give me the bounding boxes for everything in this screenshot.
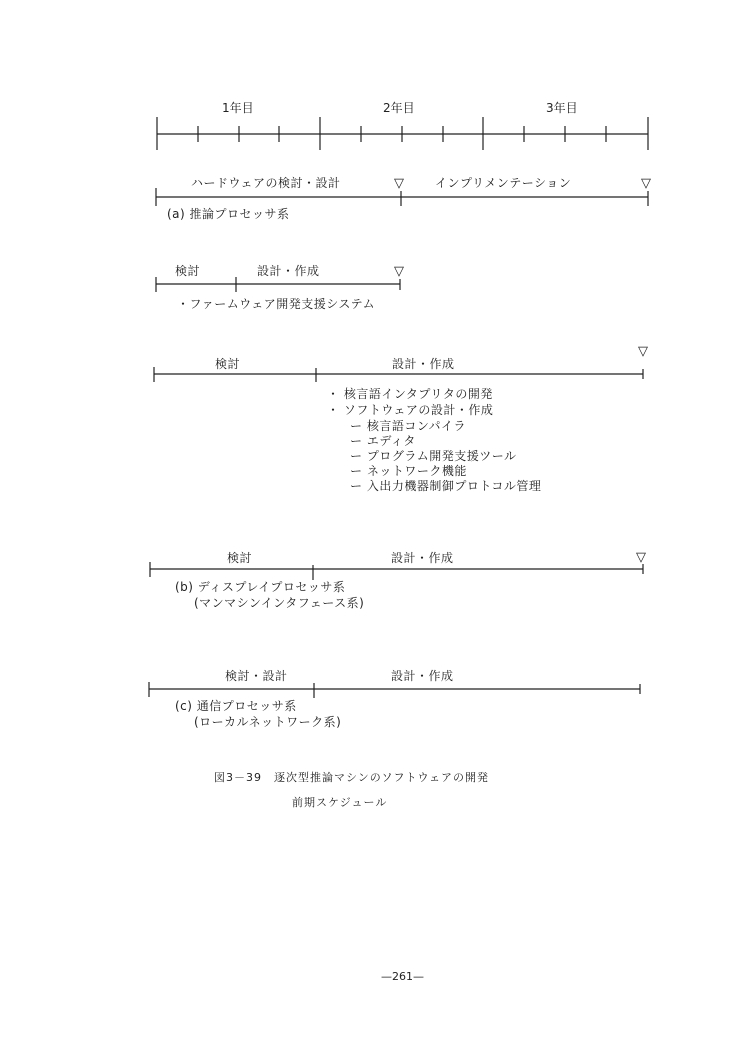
section-a-system-label: (a) 推論プロセッサ系 <box>167 207 290 221</box>
section-b-phase2: 設計・作成 <box>391 551 454 565</box>
section-b-system-sublabel: (マンマシンインタフェース系) <box>194 596 365 610</box>
section-a-phase2: インプリメンテーション <box>435 176 572 190</box>
software-phase2: 設計・作成 <box>392 357 455 371</box>
milestone-marker-icon: ▽ <box>638 344 648 359</box>
firmware-label: ・ファームウェア開発支援システム <box>177 297 376 311</box>
milestone-marker-icon: ▽ <box>641 176 651 191</box>
page-number: —261— <box>381 970 424 983</box>
software-item: ー 核言語コンパイラ <box>350 419 466 433</box>
software-item: ・ 核言語インタプリタの開発 <box>327 387 493 401</box>
section-c-phase1: 検討・設計 <box>225 669 288 683</box>
section-c-phase2: 設計・作成 <box>391 669 454 683</box>
software-item: ー ネットワーク機能 <box>350 464 467 478</box>
software-phase1: 検討 <box>215 357 241 371</box>
section-b-system-label: (b) ディスプレイプロセッサ系 <box>175 580 346 594</box>
software-item: ・ ソフトウェアの設計・作成 <box>327 403 494 417</box>
milestone-marker-icon: ▽ <box>636 550 646 565</box>
section-b-phase1: 検討 <box>227 551 253 565</box>
section-c-system-label: (c) 通信プロセッサ系 <box>175 699 297 713</box>
year-label-3: 3年目 <box>546 101 578 115</box>
section-a-phase1: ハードウェアの検討・設計 <box>191 176 341 190</box>
software-item: ー プログラム開発支援ツール <box>350 449 517 463</box>
firmware-phase1: 検討 <box>175 264 201 278</box>
milestone-marker-icon: ▽ <box>394 176 404 191</box>
software-item: ー 入出力機器制御プロトコル管理 <box>350 479 542 493</box>
milestone-marker-icon: ▽ <box>394 264 404 279</box>
software-item: ー エディタ <box>350 434 416 448</box>
year-label-1: 1年目 <box>222 101 254 115</box>
firmware-phase2: 設計・作成 <box>257 264 320 278</box>
figure-caption-subtitle: 前期スケジュール <box>292 796 388 809</box>
year-label-2: 2年目 <box>383 101 415 115</box>
section-c-system-sublabel: (ローカルネットワーク系) <box>194 715 342 729</box>
figure-caption: 図3－39 逐次型推論マシンのソフトウェアの開発 <box>214 771 490 784</box>
